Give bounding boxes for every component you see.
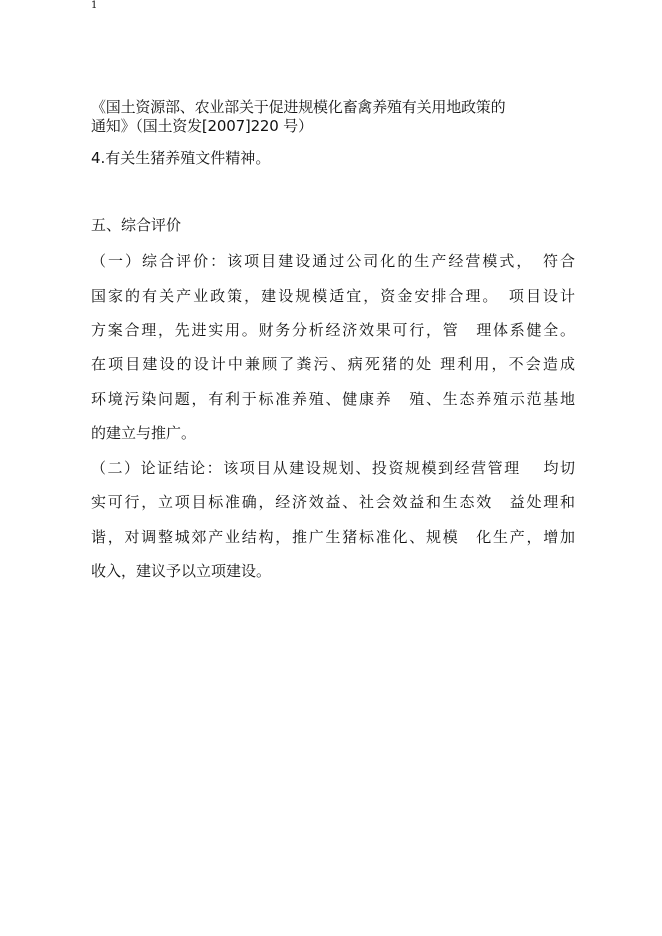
page-number: 1 bbox=[91, 0, 98, 11]
evaluation-line-1: （一）综合评价：该项目建设通过公司化的生产经营模式， 符合 bbox=[91, 252, 575, 270]
conclusion-line-3: 谐，对调整城郊产业结构，推广生猪标准化、规模 化生产，增加 bbox=[91, 528, 575, 546]
evaluation-line-5: 环境污染问题，有利于标准养殖、健康养 殖、生态养殖示范基地 bbox=[91, 390, 575, 408]
evaluation-line-3: 方案合理，先进实用。财务分析经济效果可行，管 理体系健全。 bbox=[91, 321, 575, 339]
evaluation-line-2: 国家的有关产业政策，建设规模适宜，资金安排合理。 项目设计 bbox=[91, 287, 575, 305]
conclusion-line-1: （二）论证结论：该项目从建设规划、投资规模到经营管理 均切 bbox=[91, 459, 575, 477]
evaluation-line-6: 的建立与推广。 bbox=[91, 424, 197, 442]
policy-reference-line-1: 《国土资源部、农业部关于促进规模化畜禽养殖有关用地政策的 bbox=[91, 98, 506, 116]
section-heading: 五、综合评价 bbox=[91, 216, 182, 234]
conclusion-line-2: 实可行，立项目标准确，经济效益、社会效益和生态效 益处理和 bbox=[91, 493, 575, 511]
evaluation-line-4: 在项目建设的设计中兼顾了粪污、病死猪的处 理利用，不会造成 bbox=[91, 355, 575, 373]
reference-item-4: 4.有关生猪养殖文件精神。 bbox=[91, 149, 271, 167]
policy-reference-line-2: 通知》（国土资发[2007]220 号） bbox=[91, 117, 313, 135]
conclusion-line-4: 收入，建议予以立项建设。 bbox=[91, 562, 272, 580]
